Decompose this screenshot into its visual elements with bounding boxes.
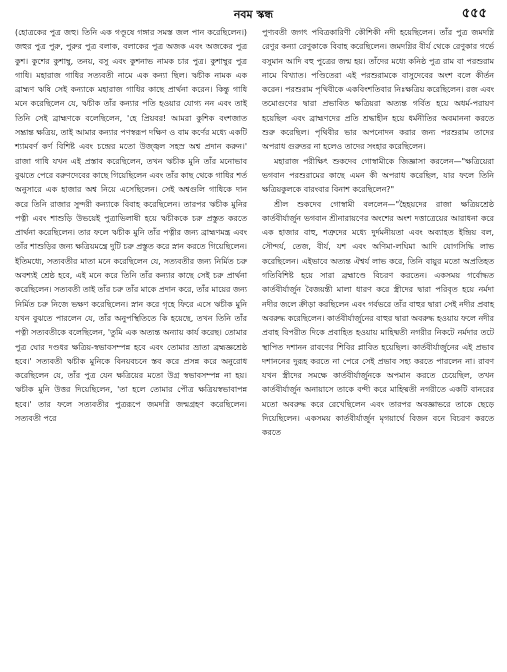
page-header xyxy=(20,4,487,24)
paragraph: শ্রীল শুকদেব গোস্বামী বললেন—"হৈহয়দের রাজা ক্ষত্রিয়শ্রেষ্ঠ কার্তবীর্যার্জুন ভগবান শ্রীনারায়ণের অংশের অংশ দত্তাত্রেয়ের আরাধনা করে এক হাজার বাহু, শত্রুদের মধ্যে দুর্দমনীয়তা এবং অব্যাহত ইন্দ্রিয় বল, সৌন্দর্য, তেজ, বীর্য, যশ এবং অণিমা-লঘিমা আদি যোগসিদ্ধি লাভ করেছিলেন। এইভাবে অত্যন্ত ঐশ্বর্য লাভ করে, তিনি বায়ুর মতো অপ্রতিহত গতিবিশিষ্ট হয়ে সারা ব্রহ্মাণ্ডে বিচরণ করতেন। একসময় গর্বোদ্ধত কার্তবীর্যার্জুন বৈজয়ন্তী মালা ধারণ করে স্ত্রীদের দ্বারা পরিবৃত হয়ে নর্মদা নদীর জলে ক্রীড়া করছিলেন এবং গর্বভরে তাঁর বাহুর দ্বারা সেই নদীর প্রবাহ অবরুদ্ধ করেছিলেন। কার্তবীর্যার্জুনের বাহুর দ্বারা অবরুদ্ধ হওয়ায় ফলে নদীর প্রবাহ বিপরীত দিকে প্রবাহিত হওয়ায় মাহিষ্মতী নগরীর নিকটে নর্মদার তটে স্থাপিত দশানন রাবণের শিবির প্লাবিত হয়েছিল। কার্তবীর্যার্জুনের এই প্রভাব দশাননের দুরূহ করতে না পেরে সেই প্রভাব সহ্য করতে পারলেন না। রাবণ যখন স্ত্রীদের সমক্ষে কার্তবীর্যার্জুনকে অপমান করতে চেয়েছিল, তখন কার্তবীর্যার্জুন অনায়াসে তাকে বন্দী করে মাহিষ্মতী নগরীতে একটি বানরের মতো অবরুদ্ধ করে রেখেছিলেন এবং তারপর অবজ্ঞাভরে তাকে ছেড়ে দিয়েছিলেন। একসময় কার্তবীর্যার্জুন মৃগয়ার্থে বিজন বনে বিচরণ করতে করতে xyxy=(262,199,494,438)
right-text-column xyxy=(262,26,494,441)
running-title: নবম স্কন্ধ xyxy=(233,8,274,21)
left-text-column xyxy=(15,26,247,426)
page-number: ৫৫৫ xyxy=(461,6,487,21)
paragraph: মহারাজ পরীক্ষিৎ শুকদেব গোস্বামীকে জিজ্ঞাসা করলেন—"ক্ষত্রিয়েরা ভগবান পরশুরামের কাছে এমন কী অপরাধ করেছিল, যার ফলে তিনি ক্ষত্রিয়কুলকে বারংবার বিনাশ করেছিলেন?" xyxy=(262,156,494,195)
paragraph: (হোত্রকের পুত্র জহু। তিনি এক গণ্ডূষে গঙ্গার সমস্ত জল পান করেছিলেন।) জহুর পুত্র পুরু, পুরুর পুত্র বলাক, বলাকের পুত্র অজক এবং অজকের পুত্র কুশ। কুশের কুশাম্বু, তনয়, বসু এবং কুশনাভ নামক চার পুত্র। কুশাম্বুর পুত্র গাধি। মহারাজ গাধির সত্যবতী নামে এক কন্যা ছিল। ঋচীক নামক এক ব্রাহ্মণ ঋষি সেই কন্যাকে মহারাজ গাধির কাছে প্রার্থনা করেন। কিন্তু গাধি মনে করেছিলেন যে, ঋচীক তাঁর কন্যার পতি হওয়ার যোগ্য নন এবং তাই তিনি সেই ব্রাহ্মণকে বলেছিলেন, 'হে প্রিয়বর! আমরা কুশিক বংশজাত সম্ভ্রান্ত ক্ষত্রিয়, তাই আমার কন্যার পণস্বরূপ দক্ষিণ ও বাম কর্ণের মধ্যে একটি শ্যামবর্ণ কর্ণ বিশিষ্ট এবং চন্দ্রের মতো উজ্জ্বল সহস্র অশ্ব প্রদান করুন।' রাজা গাধি যখন এই প্রস্তাব করেছিলেন, তখন ঋচীক মুনি তাঁর মনোভাব বুঝতে পেরে বরুণদেবের কাছে গিয়েছিলেন এবং তাঁর কাছ থেকে গাধির শর্ত অনুসারে এক হাজার অশ্ব নিয়ে এসেছিলেন। সেই অশ্বগুলি গাধিকে দান করে তিনি রাজার সুন্দরী কন্যাকে বিবাহ করেছিলেন। তারপর ঋচীক মুনির পত্নী এবং শাশুড়ি উভয়েই পুত্রাভিলাষী হয়ে ঋচীককে চরু প্রস্তুত করতে প্রার্থনা করেছিলেন। তার ফলে ঋচীক মুনি তাঁর পত্নীর জন্য ব্রাহ্মণমন্ত্র এবং তাঁর শাশুড়ির জন্য ক্ষত্রিয়মন্ত্রে দুটি চরু প্রস্তুত করে স্নান করতে গিয়েছিলেন। ইতিমধ্যে, সত্যবতীর মাতা মনে করেছিলেন যে, সত্যবতীর জন্য নির্মিত চরু অবশ্যই শ্রেষ্ঠ হবে, এই মনে করে তিনি তাঁর কন্যার কাছে সেই চরু প্রার্থনা করেছিলেন। সত্যবতী তাই তাঁর চরু তাঁর মাকে প্রদান করে, তাঁর মায়ের জন্য নির্মিত চরু নিজে ভক্ষণ করেছিলেন। স্নান করে গৃহে ফিরে এসে ঋচীক মুনি যখন বুঝতে পারলেন যে, তাঁর অনুপস্থিতিতে কি হয়েছে, তখন তিনি তাঁর পত্নী সত্যবতীকে বলেছিলেন, 'তুমি এক অত্যন্ত অন্যায় কার্য করেছ। তোমার পুত্র ঘোর দণ্ডধর ক্ষত্রিয়-স্বভাবসম্পন্ন হবে এবং তোমার ভ্রাতা ব্রহ্মজ্ঞশ্রেষ্ঠ হবে।' সত্যবতী ঋচীক মুনিকে বিনয়বচনে স্তব করে প্রসন্ন করে অনুরোধ করেছিলেন যে, তাঁর পুত্র যেন ক্ষত্রিয়ের মতো উগ্র স্বভাবসম্পন্ন না হয়। ঋচীক মুনি উত্তর দিয়েছিলেন, 'তা হলে তোমার পৌত্র ক্ষত্রিয়স্বভাবাপন্ন হবে।' তার ফলে সত্যবতীর পুত্ররূপে জমদগ্নি জন্মগ্রহণ করেছিলেন। সত্যবতী পরে xyxy=(15,28,247,424)
paragraph: পুণ্যবতী জগৎ পবিত্রকারিণী কৌশিকী নদী হয়েছিলেন। তাঁর পুত্র জমদগ্নি রেণুর কন্যা রেণুকাকে বিবাহ করেছিলেন। জমদগ্নির বীর্য থেকে রেণুকার গর্ভে বসুমান আদি বহু পুত্রের জন্ম হয়। তাঁদের মধ্যে কনিষ্ঠ পুত্র রাম বা পরশুরাম নামে বিখ্যাত। পণ্ডিতেরা এই পরশুরামকে বাসুদেবের অংশ বলে কীর্তন করেন। পরশুরাম পৃথিবীকে একবিংশতিবার নিঃক্ষত্রিয় করেছিলেন। রজ এবং তমোগুণের দ্বারা প্রভাবিত ক্ষত্রিয়রা অত্যন্ত গর্বিত হয়ে অধর্ম-পরায়ণ হয়েছিল এবং ব্রাহ্মণদের প্রতি শ্রদ্ধাহীন হয়ে ধর্মনীতির অবমাননা করতে শুরু করেছিল। পৃথিবীর ভার অপনোদন করার জন্য পরশুরাম তাদের অপরাধ গুরুতর না হলেও তাদের সংহার করেছিলেন। xyxy=(262,28,494,152)
